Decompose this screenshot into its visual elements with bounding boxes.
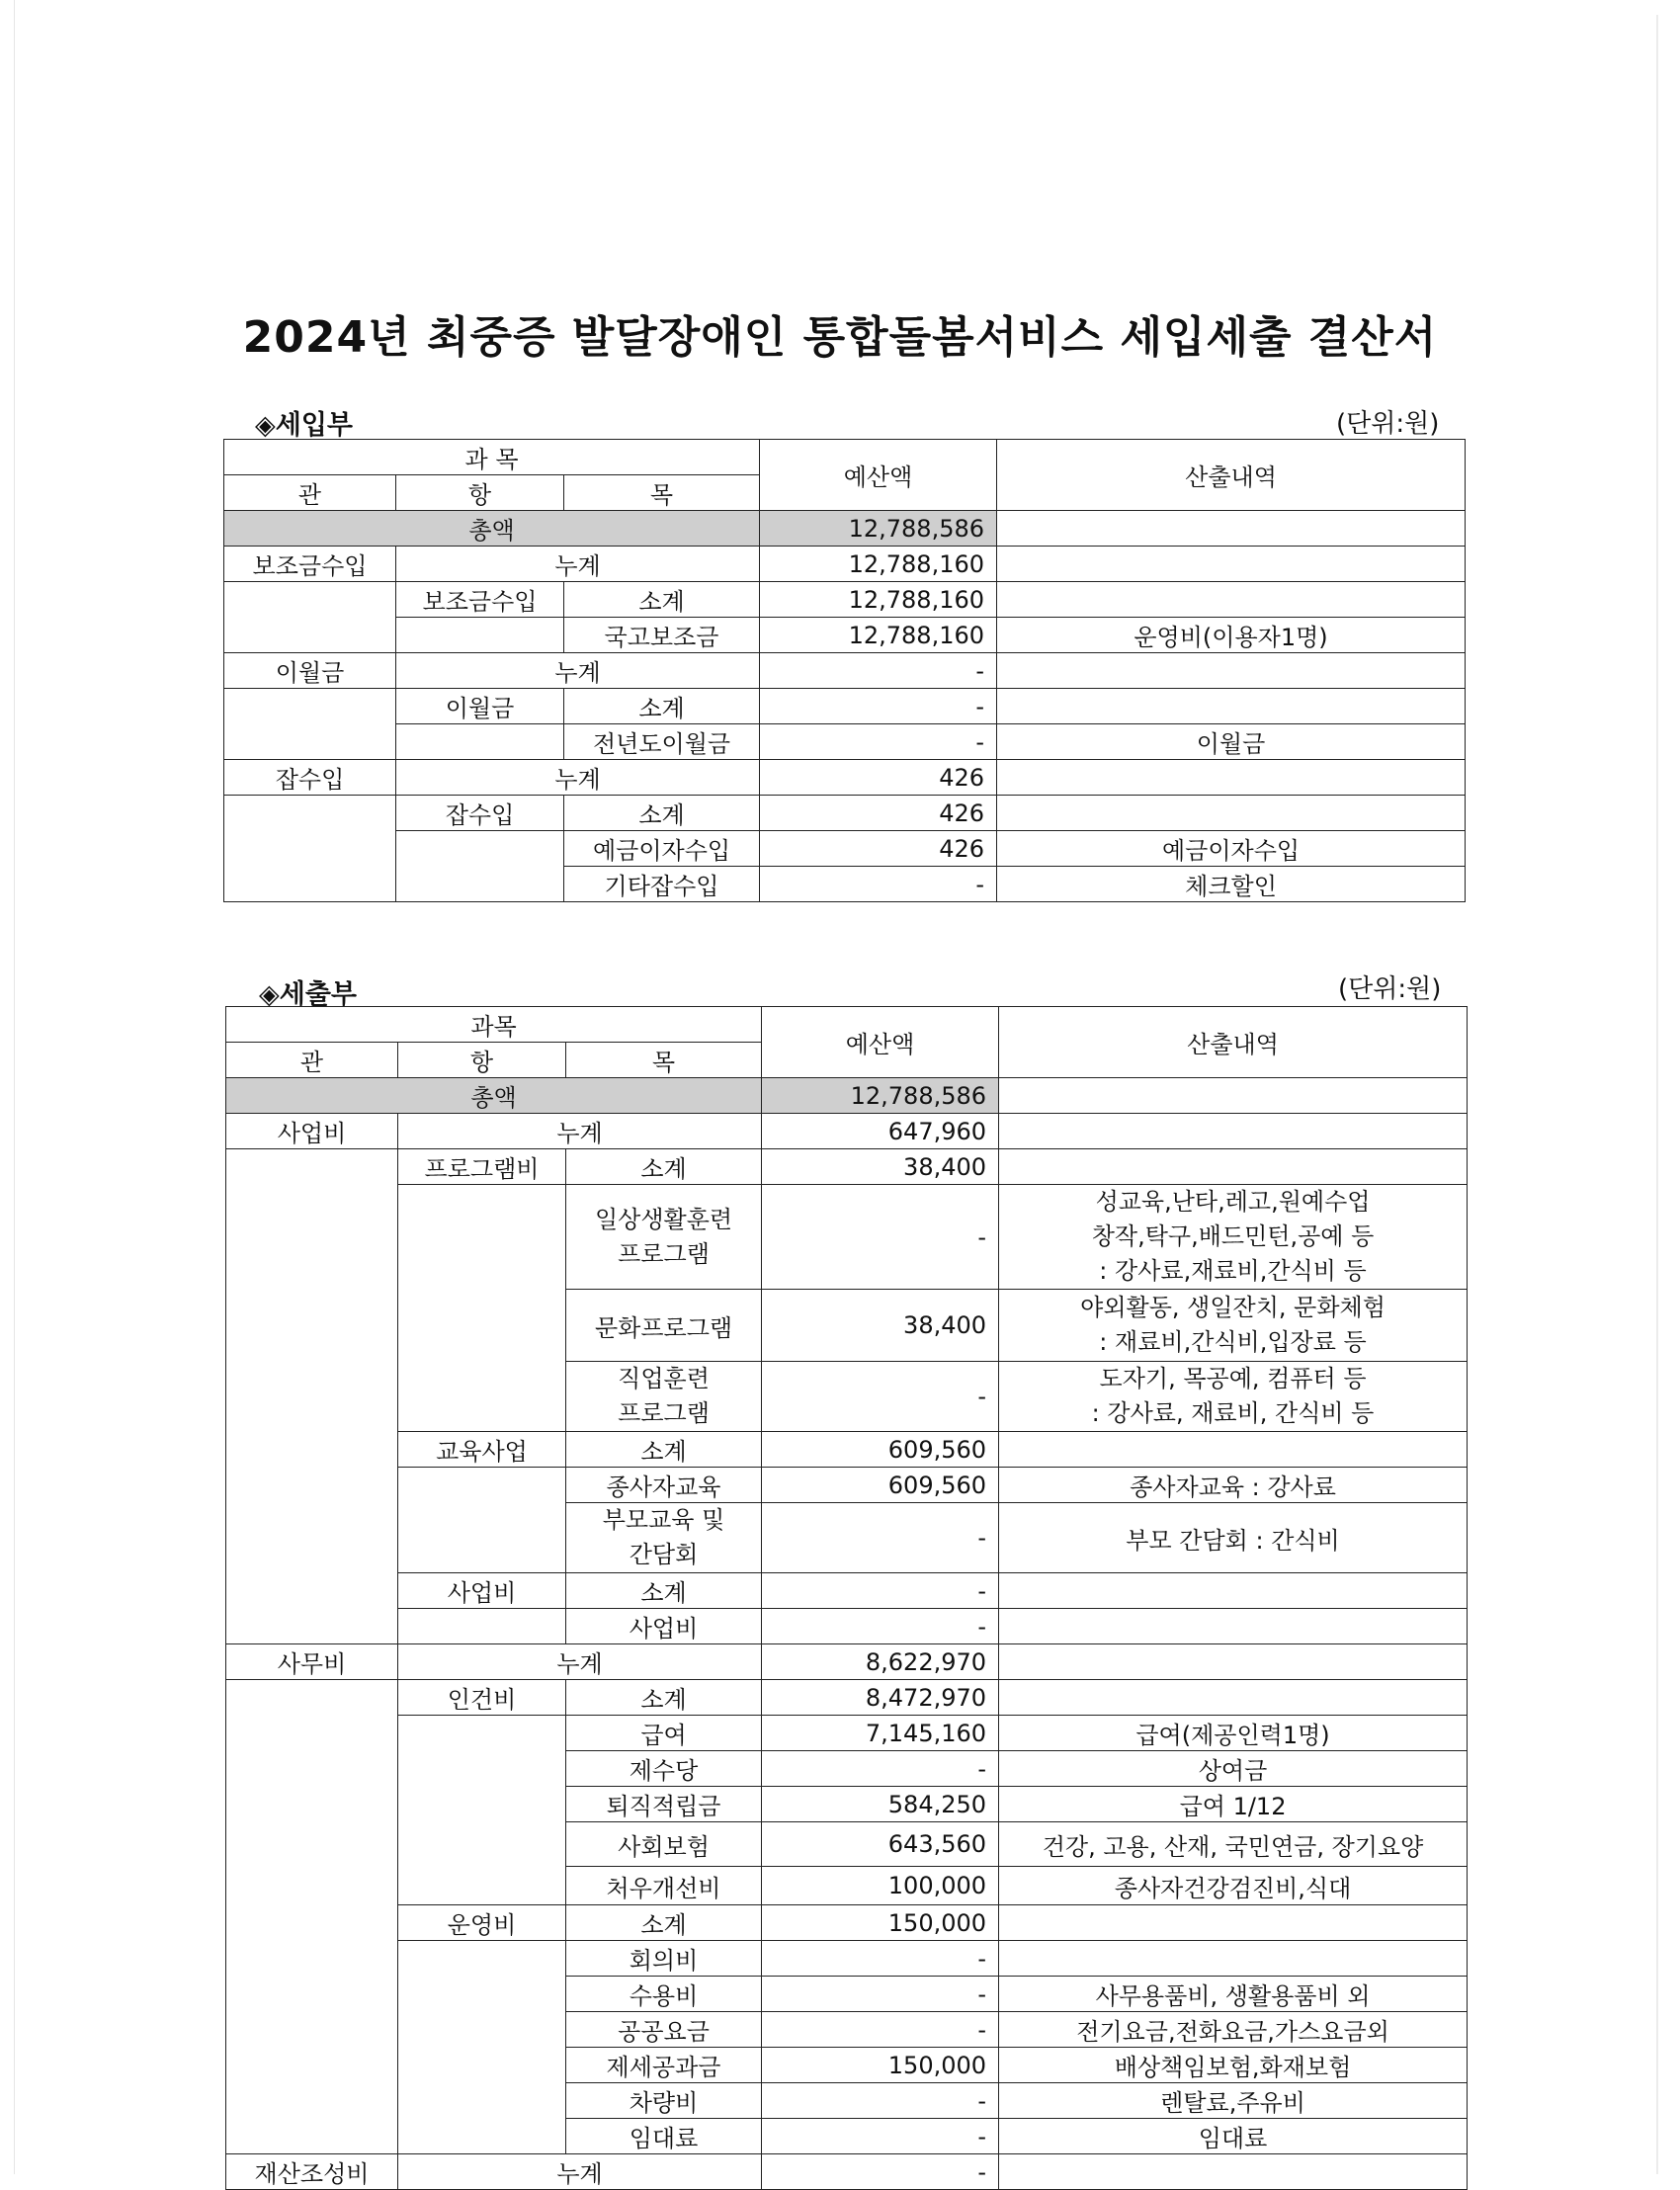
table-row <box>224 618 1466 653</box>
table-row <box>226 1941 1468 1977</box>
cell-mok: 제수당 <box>566 1751 762 1787</box>
cell-amount: - <box>760 653 997 689</box>
table-row <box>226 1644 1468 1680</box>
cell-hang <box>396 831 564 902</box>
revenue-section-label: ◈세입부 <box>255 410 354 441</box>
cell-detail <box>999 1941 1468 1977</box>
cell-detail <box>997 582 1466 618</box>
cell-detail <box>999 1573 1468 1609</box>
cell-mok: 누계 <box>396 653 760 689</box>
cell-hang: 이월금 <box>396 689 564 724</box>
detail-line: 도자기, 목공예, 컴퓨터 등 <box>1099 1365 1367 1392</box>
header-subject: 과 목 <box>224 440 760 475</box>
cell-mok: 차량비 <box>566 2083 762 2119</box>
cell-detail: 건강, 고용, 산재, 국민연금, 장기요양 <box>999 1822 1468 1867</box>
cell-mok: 문화프로그램 <box>566 1290 762 1362</box>
cell-mok: 소계 <box>566 1573 762 1609</box>
cell-gwan <box>224 796 396 902</box>
cell-amount: 609,560 <box>762 1468 999 1503</box>
header-budget: 예산액 <box>762 1007 999 1078</box>
cell-detail: 이월금 <box>997 724 1466 760</box>
cell-mok: 수용비 <box>566 1977 762 2012</box>
cell-amount: 643,560 <box>762 1822 999 1867</box>
cell-detail <box>997 760 1466 796</box>
cell-amount: - <box>762 1977 999 2012</box>
header-gwan: 관 <box>226 1043 398 1078</box>
cell-detail <box>999 1185 1468 1290</box>
cell-mok: 회의비 <box>566 1941 762 1977</box>
cell-amount: 647,960 <box>762 1114 999 1149</box>
cell-amount: - <box>762 1751 999 1787</box>
cell-amount: - <box>760 689 997 724</box>
table-row <box>226 1905 1468 1941</box>
header-budget: 예산액 <box>760 440 997 511</box>
cell-mok: 임대료 <box>566 2119 762 2154</box>
detail-line: 창작,탁구,배드민턴,공예 등 <box>1091 1222 1375 1250</box>
mok-line: 일상생활훈련 <box>594 1205 733 1233</box>
cell-mok: 급여 <box>566 1716 762 1751</box>
header-hang: 항 <box>396 475 564 511</box>
cell-gwan: 사업비 <box>226 1114 398 1149</box>
detail-line: 야외활동, 생일잔치, 문화체험 <box>1080 1294 1386 1321</box>
cell-mok <box>566 1362 762 1432</box>
mok-line: 프로그램 <box>618 1399 710 1427</box>
header-gwan: 관 <box>224 475 396 511</box>
cell-detail: 체크할인 <box>997 867 1466 902</box>
cell-amount: - <box>762 2154 999 2190</box>
detail-line: : 강사료,재료비,간식비 등 <box>1099 1257 1367 1285</box>
header-mok: 목 <box>566 1043 762 1078</box>
cell-amount: 150,000 <box>762 1905 999 1941</box>
cell-mok: 누계 <box>398 1644 762 1680</box>
cell-hang <box>396 618 564 653</box>
cell-amount: 8,472,970 <box>762 1680 999 1716</box>
table-row <box>224 831 1466 867</box>
cell-detail: 상여금 <box>999 1751 1468 1787</box>
table-row <box>226 1185 1468 1290</box>
cell-mok: 소계 <box>564 582 760 618</box>
cell-mok: 소계 <box>566 1680 762 1716</box>
cell-amount: 38,400 <box>762 1149 999 1185</box>
cell-mok: 국고보조금 <box>564 618 760 653</box>
cell-gwan: 이월금 <box>224 653 396 689</box>
page-title: 2024년 최중증 발달장애인 통합돌봄서비스 세입세출 결산서 <box>242 312 1438 363</box>
cell-mok: 예금이자수입 <box>564 831 760 867</box>
cell-amount: - <box>762 1609 999 1644</box>
detail-line: 성교육,난타,레고,원예수업 <box>1095 1188 1371 1216</box>
cell-amount: 12,788,160 <box>760 547 997 582</box>
detail-line: : 강사료, 재료비, 간식비 등 <box>1091 1399 1375 1427</box>
table-row <box>224 689 1466 724</box>
cell-mok: 전년도이월금 <box>564 724 760 760</box>
cell-mok: 누계 <box>398 1114 762 1149</box>
cell-detail: 급여(제공인력1명) <box>999 1716 1468 1751</box>
expense-section-label: ◈세출부 <box>259 979 358 1010</box>
cell-amount: - <box>762 1573 999 1609</box>
cell-hang: 프로그램비 <box>398 1149 566 1185</box>
cell-gwan <box>224 582 396 653</box>
table-row <box>226 1680 1468 1716</box>
cell-detail: 운영비(이용자1명) <box>997 618 1466 653</box>
total-label: 총액 <box>224 511 760 547</box>
cell-mok: 누계 <box>396 760 760 796</box>
cell-amount: 584,250 <box>762 1787 999 1822</box>
cell-mok <box>566 1503 762 1573</box>
header-subject: 과목 <box>226 1007 762 1043</box>
cell-mok: 종사자교육 <box>566 1468 762 1503</box>
cell-amount: 38,400 <box>762 1290 999 1362</box>
cell-detail: 전기요금,전화요금,가스요금외 <box>999 2012 1468 2048</box>
table-row <box>226 1609 1468 1644</box>
cell-mok: 누계 <box>398 2154 762 2190</box>
table-row <box>224 724 1466 760</box>
cell-detail <box>999 1432 1468 1468</box>
cell-amount: 426 <box>760 796 997 831</box>
table-row <box>226 1573 1468 1609</box>
cell-detail: 종사자건강검진비,식대 <box>999 1867 1468 1905</box>
cell-mok <box>566 1185 762 1290</box>
cell-detail <box>999 1362 1468 1432</box>
cell-detail: 종사자교육 : 강사료 <box>999 1468 1468 1503</box>
cell-mok: 누계 <box>396 547 760 582</box>
cell-detail: 부모 간담회 : 간식비 <box>999 1503 1468 1573</box>
cell-hang: 운영비 <box>398 1905 566 1941</box>
table-row <box>224 653 1466 689</box>
cell-detail <box>999 2154 1468 2190</box>
cell-hang: 사업비 <box>398 1573 566 1609</box>
cell-hang: 인건비 <box>398 1680 566 1716</box>
cell-hang: 잡수입 <box>396 796 564 831</box>
cell-amount: 12,788,160 <box>760 618 997 653</box>
mok-line: 부모교육 및 <box>602 1506 725 1534</box>
total-amount: 12,788,586 <box>762 1078 999 1114</box>
cell-gwan: 재산조성비 <box>226 2154 398 2190</box>
mok-line: 직업훈련 <box>618 1365 710 1392</box>
cell-amount: - <box>760 867 997 902</box>
cell-gwan: 보조금수입 <box>224 547 396 582</box>
cell-hang <box>398 1185 566 1432</box>
cell-amount: 426 <box>760 831 997 867</box>
cell-mok: 기타잡수입 <box>564 867 760 902</box>
revenue-table <box>223 439 1466 902</box>
cell-amount: - <box>762 1185 999 1290</box>
table-row <box>226 1114 1468 1149</box>
cell-amount: - <box>762 1503 999 1573</box>
detail-line: : 재료비,간식비,입장료 등 <box>1099 1328 1367 1356</box>
table-row <box>226 1149 1468 1185</box>
cell-mok: 소계 <box>566 1905 762 1941</box>
cell-gwan <box>226 1680 398 2154</box>
cell-gwan: 사무비 <box>226 1644 398 1680</box>
cell-detail: 렌탈료,주유비 <box>999 2083 1468 2119</box>
table-row <box>226 1432 1468 1468</box>
table-row <box>226 1468 1468 1503</box>
mok-line: 간담회 <box>629 1541 699 1568</box>
cell-hang <box>398 1941 566 2154</box>
table-row <box>224 547 1466 582</box>
cell-mok: 처우개선비 <box>566 1867 762 1905</box>
cell-amount: 100,000 <box>762 1867 999 1905</box>
table-row <box>226 1716 1468 1751</box>
cell-detail: 배상책임보험,화재보험 <box>999 2048 1468 2083</box>
header-hang: 항 <box>398 1043 566 1078</box>
total-amount: 12,788,586 <box>760 511 997 547</box>
cell-detail <box>999 1680 1468 1716</box>
header-detail: 산출내역 <box>999 1007 1468 1078</box>
cell-mok: 퇴직적립금 <box>566 1787 762 1822</box>
cell-amount: - <box>762 2119 999 2154</box>
cell-detail <box>999 1905 1468 1941</box>
cell-amount: 12,788,160 <box>760 582 997 618</box>
total-label: 총액 <box>226 1078 762 1114</box>
table-row <box>224 760 1466 796</box>
cell-hang <box>398 1609 566 1644</box>
cell-detail <box>999 1290 1468 1362</box>
cell-amount: 609,560 <box>762 1432 999 1468</box>
expense-unit-label: (단위:원) <box>1338 974 1442 1004</box>
cell-detail <box>997 689 1466 724</box>
table-row <box>224 796 1466 831</box>
cell-amount: 7,145,160 <box>762 1716 999 1751</box>
revenue-unit-label: (단위:원) <box>1336 409 1440 439</box>
expense-table <box>225 1006 1468 2190</box>
cell-hang <box>398 1716 566 1905</box>
cell-detail <box>997 547 1466 582</box>
cell-mok: 제세공과금 <box>566 2048 762 2083</box>
cell-detail <box>999 1114 1468 1149</box>
cell-amount: - <box>762 2012 999 2048</box>
cell-detail <box>999 1644 1468 1680</box>
cell-detail <box>999 1609 1468 1644</box>
cell-amount: - <box>760 724 997 760</box>
cell-hang: 교육사업 <box>398 1432 566 1468</box>
cell-mok: 소계 <box>566 1149 762 1185</box>
cell-gwan <box>226 1149 398 1644</box>
cell-mok: 공공요금 <box>566 2012 762 2048</box>
cell-detail <box>997 796 1466 831</box>
cell-hang <box>398 1468 566 1573</box>
cell-amount: - <box>762 1362 999 1432</box>
cell-mok: 사회보험 <box>566 1822 762 1867</box>
cell-amount: - <box>762 2083 999 2119</box>
header-mok: 목 <box>564 475 760 511</box>
total-detail <box>999 1078 1468 1114</box>
cell-mok: 소계 <box>566 1432 762 1468</box>
cell-detail: 예금이자수입 <box>997 831 1466 867</box>
cell-detail: 임대료 <box>999 2119 1468 2154</box>
total-detail <box>997 511 1466 547</box>
table-row <box>226 2154 1468 2190</box>
cell-detail: 급여 1/12 <box>999 1787 1468 1822</box>
table-row <box>224 582 1466 618</box>
cell-amount: 150,000 <box>762 2048 999 2083</box>
cell-hang <box>396 724 564 760</box>
cell-hang: 보조금수입 <box>396 582 564 618</box>
header-detail: 산출내역 <box>997 440 1466 511</box>
cell-amount: 426 <box>760 760 997 796</box>
cell-amount: 8,622,970 <box>762 1644 999 1680</box>
cell-gwan <box>224 689 396 760</box>
cell-gwan: 잡수입 <box>224 760 396 796</box>
mok-line: 프로그램 <box>618 1239 710 1268</box>
cell-detail: 사무용품비, 생활용품비 외 <box>999 1977 1468 2012</box>
cell-amount: - <box>762 1941 999 1977</box>
cell-mok: 소계 <box>564 796 760 831</box>
cell-mok: 소계 <box>564 689 760 724</box>
cell-mok: 사업비 <box>566 1609 762 1644</box>
cell-detail <box>997 653 1466 689</box>
cell-detail <box>999 1149 1468 1185</box>
